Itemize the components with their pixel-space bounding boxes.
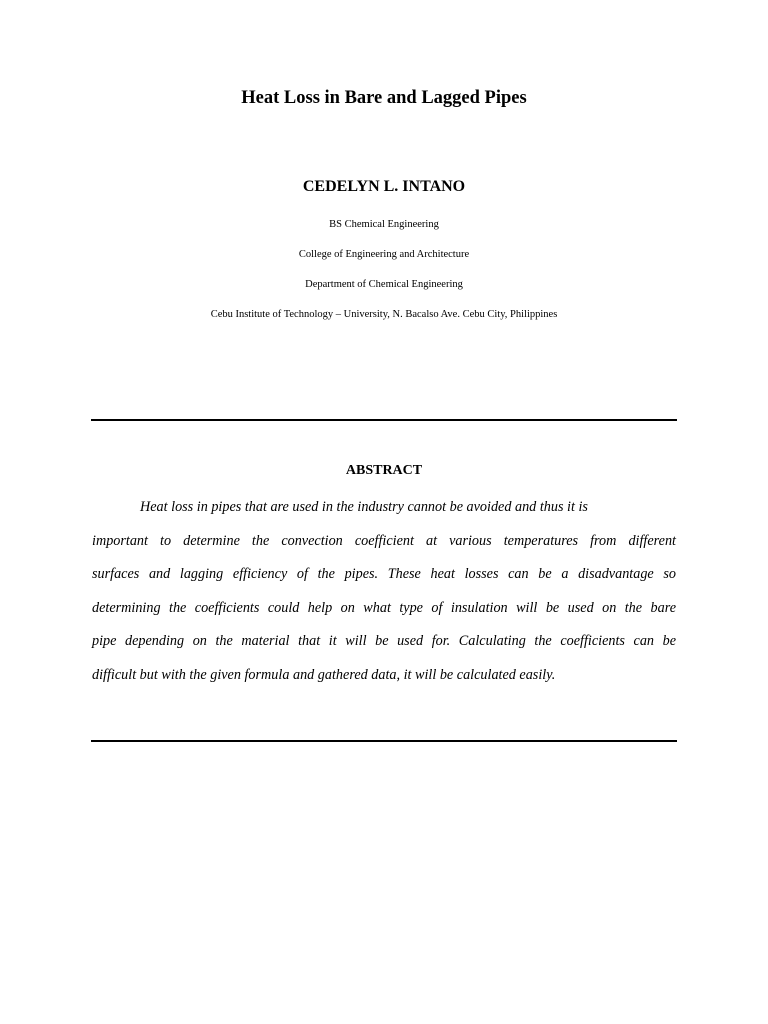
affiliation-institution: Cebu Institute of Technology – University, N. Bacalso Ave. Cebu City, Philippines: [210, 309, 558, 320]
bottom-divider: [91, 740, 677, 742]
author-name: CEDELYN L. INTANO: [302, 178, 466, 195]
paper-title: Heat Loss in Bare and Lagged Pipes: [241, 88, 527, 108]
abstract-line: Heat loss in pipes that are used in the industry cannot be avoided and thus it is: [140, 499, 588, 515]
affiliation-department: Department of Chemical Engineering: [305, 279, 463, 290]
abstract-heading: ABSTRACT: [345, 463, 423, 478]
abstract-line: determining the coefficients could help on what type of insulation will be used on the bare: [92, 600, 676, 616]
top-divider: [91, 419, 677, 421]
abstract-line: pipe depending on the material that it will be used for. Calculating the coefficients can be: [92, 633, 676, 649]
affiliation-program: BS Chemical Engineering: [329, 219, 439, 230]
abstract-line: important to determine the convection coefficient at various temperatures from different: [92, 533, 676, 549]
abstract-line: surfaces and lagging efficiency of the pipes. These heat losses can be a disadvantage so: [92, 566, 676, 582]
affiliation-college: College of Engineering and Architecture: [298, 249, 470, 260]
abstract-line: difficult but with the given formula and gathered data, it will be calculated easily.: [92, 667, 556, 683]
